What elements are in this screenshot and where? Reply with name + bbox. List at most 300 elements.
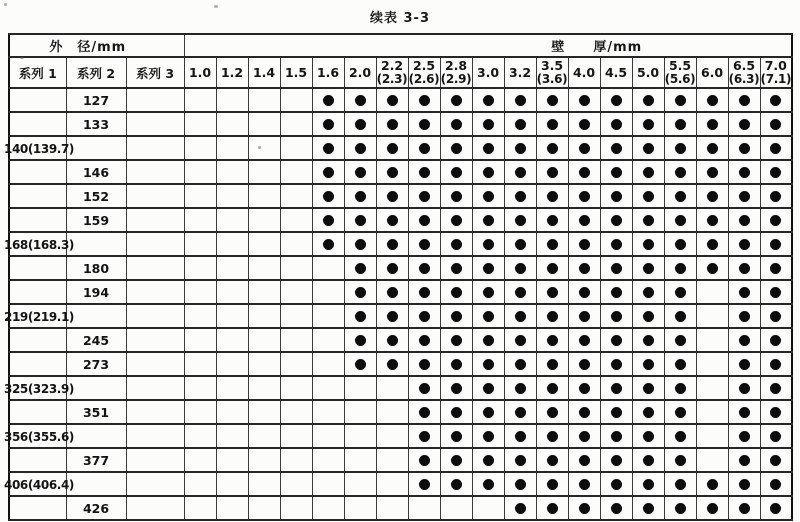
thickness-column-header xyxy=(632,57,664,88)
diameter-value: 219(219.1) xyxy=(4,309,74,324)
dot-mark xyxy=(451,479,462,490)
thickness-mark-cell xyxy=(632,304,664,328)
dot-mark xyxy=(515,143,526,154)
thickness-mark-cell xyxy=(600,352,632,376)
thickness-mark-cell xyxy=(472,256,504,280)
thickness-mark-cell xyxy=(248,256,280,280)
table-row xyxy=(9,304,792,328)
diameter-series2-cell xyxy=(66,352,126,376)
dot-mark xyxy=(707,143,718,154)
thickness-mark-cell xyxy=(280,424,312,448)
thickness-mark-cell xyxy=(344,112,376,136)
thickness-mark-cell xyxy=(408,256,440,280)
dot-mark xyxy=(611,383,622,394)
thickness-mark-cell xyxy=(696,160,728,184)
thickness-mark-cell xyxy=(184,232,216,256)
thickness-mark-cell xyxy=(504,232,536,256)
thickness-value: 1.5 xyxy=(284,64,308,80)
dot-mark xyxy=(483,479,494,490)
dot-mark xyxy=(419,311,430,322)
dot-mark xyxy=(355,263,366,274)
diameter-series2-cell xyxy=(66,232,126,256)
thickness-value: 4.0 xyxy=(572,64,596,80)
dot-mark xyxy=(579,191,590,202)
dot-mark xyxy=(451,239,462,250)
dot-mark xyxy=(451,191,462,202)
thickness-mark-cell xyxy=(472,472,504,496)
dot-mark xyxy=(515,119,526,130)
dot-mark xyxy=(483,167,494,178)
thickness-mark-cell xyxy=(728,496,760,520)
thickness-mark-cell xyxy=(408,496,440,520)
thickness-mark-cell xyxy=(696,376,728,400)
dot-mark xyxy=(739,359,750,370)
thickness-value: 6.5 xyxy=(732,58,756,73)
thickness-mark-cell xyxy=(344,376,376,400)
diameter-series1-cell xyxy=(9,112,66,136)
dot-mark xyxy=(419,167,430,178)
dot-mark xyxy=(611,455,622,466)
thickness-mark-cell xyxy=(216,448,248,472)
thickness-mark-cell xyxy=(408,376,440,400)
thickness-alt-value: (7.1) xyxy=(760,72,792,86)
thickness-mark-cell xyxy=(504,448,536,472)
table-body xyxy=(4,88,792,520)
thickness-mark-cell xyxy=(248,472,280,496)
thickness-mark-cell xyxy=(504,112,536,136)
dot-mark xyxy=(323,215,334,226)
thickness-mark-cell xyxy=(632,112,664,136)
dot-mark xyxy=(419,239,430,250)
dot-mark xyxy=(355,335,366,346)
thickness-mark-cell xyxy=(184,376,216,400)
thickness-mark-cell xyxy=(536,136,568,160)
thickness-mark-cell xyxy=(376,280,408,304)
thickness-column-header xyxy=(280,57,312,88)
thickness-alt-value: (6.3) xyxy=(728,72,760,86)
thickness-mark-cell xyxy=(344,160,376,184)
thickness-mark-cell xyxy=(728,472,760,496)
thickness-mark-cell xyxy=(472,88,504,112)
thickness-mark-cell xyxy=(696,256,728,280)
thickness-mark-cell xyxy=(408,208,440,232)
thickness-mark-cell xyxy=(376,352,408,376)
dot-mark xyxy=(675,95,686,106)
dot-mark xyxy=(770,455,781,466)
thickness-column-header xyxy=(312,57,344,88)
thickness-mark-cell xyxy=(696,424,728,448)
thickness-mark-cell xyxy=(440,472,472,496)
dot-mark xyxy=(515,479,526,490)
dot-mark xyxy=(355,359,366,370)
thickness-mark-cell xyxy=(408,160,440,184)
dot-mark xyxy=(707,239,718,250)
diameter-value: 245 xyxy=(82,332,110,348)
thickness-mark-cell xyxy=(632,400,664,424)
thickness-mark-cell xyxy=(408,112,440,136)
header-row-groups xyxy=(9,34,792,57)
thickness-mark-cell xyxy=(568,112,600,136)
thickness-mark-cell xyxy=(376,256,408,280)
dot-mark xyxy=(770,503,781,514)
dot-mark xyxy=(707,191,718,202)
thickness-mark-cell xyxy=(568,376,600,400)
thickness-mark-cell xyxy=(568,472,600,496)
thickness-mark-cell xyxy=(536,208,568,232)
dot-mark xyxy=(323,95,334,106)
thickness-mark-cell xyxy=(536,160,568,184)
thickness-mark-cell xyxy=(184,328,216,352)
table-row xyxy=(9,472,792,496)
dot-mark xyxy=(643,503,654,514)
dot-mark xyxy=(515,431,526,442)
thickness-mark-cell xyxy=(184,472,216,496)
dot-mark xyxy=(675,215,686,226)
thickness-mark-cell xyxy=(440,160,472,184)
thickness-mark-cell xyxy=(728,136,760,160)
thickness-mark-cell xyxy=(440,496,472,520)
dot-mark xyxy=(355,95,366,106)
thickness-mark-cell xyxy=(760,424,792,448)
dot-mark xyxy=(739,263,750,274)
dot-mark xyxy=(387,191,398,202)
thickness-mark-cell xyxy=(408,280,440,304)
table-title: 续表 3-3 xyxy=(369,11,430,26)
dot-mark xyxy=(770,407,781,418)
dot-mark xyxy=(419,95,430,106)
thickness-mark-cell xyxy=(344,136,376,160)
dot-mark xyxy=(515,191,526,202)
thickness-mark-cell xyxy=(664,304,696,328)
thickness-mark-cell xyxy=(280,352,312,376)
thickness-mark-cell xyxy=(472,280,504,304)
thickness-mark-cell xyxy=(632,352,664,376)
dot-mark xyxy=(419,335,430,346)
thickness-mark-cell xyxy=(696,352,728,376)
thickness-mark-cell xyxy=(632,232,664,256)
thickness-value: 2.2 xyxy=(380,58,404,73)
thickness-mark-cell xyxy=(248,496,280,520)
table-row xyxy=(9,88,792,112)
thickness-mark-cell xyxy=(216,352,248,376)
thickness-mark-cell xyxy=(600,400,632,424)
dot-mark xyxy=(770,263,781,274)
diameter-series1-cell xyxy=(9,184,66,208)
thickness-mark-cell xyxy=(216,472,248,496)
diameter-series1-cell xyxy=(4,304,74,328)
thickness-mark-cell xyxy=(536,376,568,400)
thickness-mark-cell xyxy=(280,232,312,256)
thickness-mark-cell xyxy=(376,448,408,472)
thickness-mark-cell xyxy=(184,304,216,328)
thickness-mark-cell xyxy=(312,184,344,208)
thickness-mark-cell xyxy=(216,232,248,256)
dot-mark xyxy=(611,143,622,154)
thickness-mark-cell xyxy=(216,160,248,184)
thickness-mark-cell xyxy=(280,400,312,424)
dot-mark xyxy=(675,167,686,178)
dot-mark xyxy=(451,119,462,130)
thickness-mark-cell xyxy=(248,400,280,424)
thickness-mark-cell xyxy=(632,376,664,400)
thickness-mark-cell xyxy=(632,256,664,280)
thickness-mark-cell xyxy=(184,352,216,376)
thickness-mark-cell xyxy=(344,184,376,208)
thickness-mark-cell xyxy=(248,328,280,352)
thickness-column-header xyxy=(440,57,472,88)
dot-mark xyxy=(451,143,462,154)
thickness-mark-cell xyxy=(280,256,312,280)
dot-mark xyxy=(643,287,654,298)
thickness-mark-cell xyxy=(504,280,536,304)
diameter-series3-cell xyxy=(126,304,184,328)
thickness-mark-cell xyxy=(280,328,312,352)
thickness-mark-cell xyxy=(760,304,792,328)
dot-mark xyxy=(707,95,718,106)
thickness-mark-cell xyxy=(696,136,728,160)
thickness-mark-cell xyxy=(568,304,600,328)
dot-mark xyxy=(483,431,494,442)
thickness-value: 5.0 xyxy=(636,64,660,80)
thickness-mark-cell xyxy=(280,208,312,232)
thickness-mark-cell xyxy=(760,112,792,136)
dot-mark xyxy=(611,407,622,418)
thickness-mark-cell xyxy=(440,352,472,376)
thickness-mark-cell xyxy=(280,304,312,328)
wall-thickness-label: 壁 厚/mm xyxy=(551,40,643,55)
diameter-series2-cell xyxy=(66,472,126,496)
diameter-series2-cell xyxy=(66,424,126,448)
dot-mark xyxy=(611,431,622,442)
thickness-mark-cell xyxy=(312,88,344,112)
table-row xyxy=(9,160,792,184)
thickness-mark-cell xyxy=(504,376,536,400)
thickness-mark-cell xyxy=(472,448,504,472)
dot-mark xyxy=(451,359,462,370)
thickness-column-header xyxy=(504,57,536,88)
thickness-mark-cell xyxy=(760,496,792,520)
thickness-mark-cell xyxy=(408,328,440,352)
thickness-mark-cell xyxy=(760,88,792,112)
thickness-mark-cell xyxy=(472,400,504,424)
thickness-mark-cell xyxy=(472,304,504,328)
thickness-mark-cell xyxy=(760,352,792,376)
dot-mark xyxy=(419,143,430,154)
thickness-mark-cell xyxy=(248,232,280,256)
thickness-value: 5.5 xyxy=(668,58,692,73)
dot-mark xyxy=(355,191,366,202)
dot-mark xyxy=(643,359,654,370)
dot-mark xyxy=(675,311,686,322)
thickness-mark-cell xyxy=(760,208,792,232)
thickness-mark-cell xyxy=(184,424,216,448)
thickness-mark-cell xyxy=(216,184,248,208)
dot-mark xyxy=(739,503,750,514)
diameter-value: 152 xyxy=(82,188,110,204)
thickness-mark-cell xyxy=(504,136,536,160)
diameter-value: 168(168.3) xyxy=(4,237,74,252)
thickness-mark-cell xyxy=(536,304,568,328)
dot-mark xyxy=(451,263,462,274)
dot-mark xyxy=(675,191,686,202)
dot-mark xyxy=(387,359,398,370)
dot-mark xyxy=(675,335,686,346)
thickness-mark-cell xyxy=(568,496,600,520)
thickness-mark-cell xyxy=(664,472,696,496)
dot-mark xyxy=(611,359,622,370)
thickness-mark-cell xyxy=(280,88,312,112)
thickness-mark-cell xyxy=(248,160,280,184)
dot-mark xyxy=(739,215,750,226)
dot-mark xyxy=(387,287,398,298)
thickness-mark-cell xyxy=(248,208,280,232)
thickness-mark-cell xyxy=(664,424,696,448)
thickness-mark-cell xyxy=(632,208,664,232)
dot-mark xyxy=(483,191,494,202)
diameter-series1-cell xyxy=(9,208,66,232)
dot-mark xyxy=(611,215,622,226)
dot-mark xyxy=(579,263,590,274)
dot-mark xyxy=(355,311,366,322)
dot-mark xyxy=(739,143,750,154)
diameter-value: 127 xyxy=(82,92,110,108)
thickness-mark-cell xyxy=(408,136,440,160)
dot-mark xyxy=(770,287,781,298)
thickness-mark-cell xyxy=(728,256,760,280)
diameter-series3-cell xyxy=(126,472,184,496)
dot-mark xyxy=(483,383,494,394)
thickness-mark-cell xyxy=(536,352,568,376)
thickness-mark-cell xyxy=(600,496,632,520)
thickness-mark-cell xyxy=(376,496,408,520)
dot-mark xyxy=(739,335,750,346)
thickness-value: 2.0 xyxy=(348,64,372,80)
table-row xyxy=(9,328,792,352)
thickness-mark-cell xyxy=(728,280,760,304)
thickness-mark-cell xyxy=(696,448,728,472)
dot-mark xyxy=(419,431,430,442)
outer-diameter-group-header xyxy=(9,34,184,57)
diameter-series2-cell xyxy=(66,136,126,160)
thickness-column-header xyxy=(728,57,760,88)
thickness-mark-cell xyxy=(248,136,280,160)
thickness-mark-cell xyxy=(408,304,440,328)
thickness-mark-cell xyxy=(344,400,376,424)
dot-mark xyxy=(643,119,654,130)
thickness-value: 3.2 xyxy=(508,64,532,80)
thickness-mark-cell xyxy=(440,280,472,304)
thickness-mark-cell xyxy=(664,448,696,472)
thickness-mark-cell xyxy=(728,232,760,256)
thickness-mark-cell xyxy=(568,448,600,472)
thickness-mark-cell xyxy=(728,352,760,376)
diameter-series3-cell xyxy=(126,496,184,520)
dot-mark xyxy=(579,143,590,154)
dot-mark xyxy=(355,119,366,130)
dot-mark xyxy=(323,167,334,178)
thickness-mark-cell xyxy=(248,352,280,376)
dot-mark xyxy=(579,431,590,442)
dot-mark xyxy=(515,359,526,370)
diameter-series2-cell xyxy=(66,112,126,136)
dot-mark xyxy=(739,311,750,322)
diameter-value: 426 xyxy=(82,500,110,516)
thickness-mark-cell xyxy=(664,208,696,232)
dot-mark xyxy=(643,191,654,202)
thickness-mark-cell xyxy=(312,352,344,376)
thickness-mark-cell xyxy=(376,328,408,352)
thickness-mark-cell xyxy=(536,232,568,256)
dot-mark xyxy=(707,479,718,490)
diameter-value: 325(323.9) xyxy=(4,381,74,396)
thickness-mark-cell xyxy=(600,256,632,280)
thickness-mark-cell xyxy=(248,376,280,400)
dot-mark xyxy=(675,479,686,490)
dot-mark xyxy=(387,335,398,346)
thickness-mark-cell xyxy=(472,208,504,232)
dot-mark xyxy=(579,215,590,226)
thickness-mark-cell xyxy=(600,472,632,496)
dot-mark xyxy=(675,119,686,130)
thickness-mark-cell xyxy=(568,280,600,304)
diameter-series3-cell xyxy=(126,376,184,400)
thickness-mark-cell xyxy=(280,160,312,184)
thickness-mark-cell xyxy=(728,448,760,472)
thickness-mark-cell xyxy=(504,352,536,376)
scan-speck xyxy=(20,57,24,59)
diameter-value: 133 xyxy=(82,116,110,132)
thickness-mark-cell xyxy=(408,400,440,424)
thickness-mark-cell xyxy=(216,112,248,136)
dot-mark xyxy=(387,95,398,106)
thickness-mark-cell xyxy=(728,328,760,352)
dot-mark xyxy=(387,215,398,226)
thickness-mark-cell xyxy=(664,160,696,184)
thickness-mark-cell xyxy=(664,400,696,424)
dot-mark xyxy=(770,239,781,250)
dot-mark xyxy=(547,407,558,418)
thickness-mark-cell xyxy=(632,424,664,448)
thickness-value: 1.6 xyxy=(316,64,340,80)
thickness-mark-cell xyxy=(312,208,344,232)
table-row xyxy=(9,496,792,520)
dot-mark xyxy=(547,287,558,298)
thickness-mark-cell xyxy=(344,328,376,352)
thickness-mark-cell xyxy=(472,112,504,136)
thickness-mark-cell xyxy=(632,136,664,160)
dot-mark xyxy=(611,167,622,178)
dot-mark xyxy=(579,455,590,466)
thickness-mark-cell xyxy=(312,448,344,472)
thickness-column-header xyxy=(760,57,792,88)
dot-mark xyxy=(739,287,750,298)
thickness-mark-cell xyxy=(632,280,664,304)
thickness-mark-cell xyxy=(728,304,760,328)
diameter-series3-cell xyxy=(126,328,184,352)
thickness-mark-cell xyxy=(376,376,408,400)
thickness-alt-value: (2.9) xyxy=(440,72,472,86)
thickness-mark-cell xyxy=(504,160,536,184)
dot-mark xyxy=(419,383,430,394)
thickness-mark-cell xyxy=(216,496,248,520)
diameter-series3-cell xyxy=(126,448,184,472)
thickness-mark-cell xyxy=(376,136,408,160)
dot-mark xyxy=(739,191,750,202)
dot-mark xyxy=(675,143,686,154)
thickness-mark-cell xyxy=(216,88,248,112)
thickness-value: 3.5 xyxy=(540,58,564,73)
dot-mark xyxy=(611,335,622,346)
